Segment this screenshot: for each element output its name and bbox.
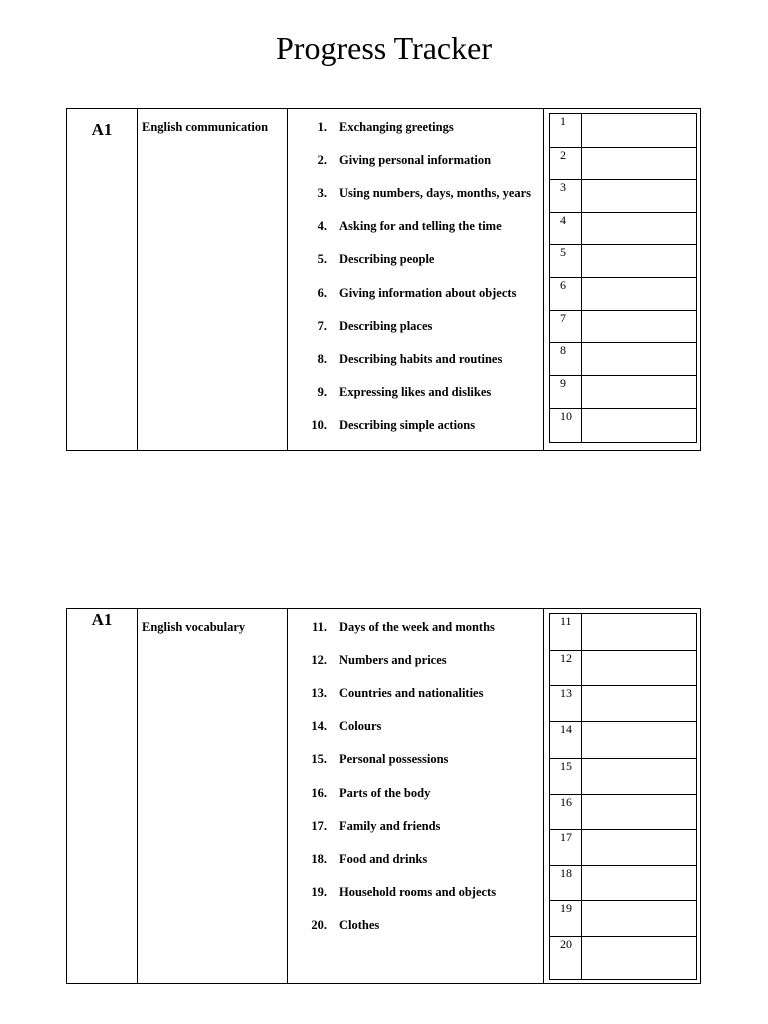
- tracker-row: [550, 408, 696, 442]
- row-number: 5: [550, 245, 582, 277]
- check-box[interactable]: [582, 759, 696, 794]
- row-number: 15: [550, 759, 582, 794]
- row-number: 16: [550, 795, 582, 829]
- level-label: A1: [91, 610, 113, 629]
- tracker-row: [550, 865, 696, 900]
- row-number: 14: [550, 722, 582, 758]
- row-number: 6: [550, 278, 582, 310]
- items-column: [288, 109, 544, 450]
- row-number: 3: [550, 180, 582, 212]
- row-number: 7: [550, 311, 582, 342]
- row-number: 1: [550, 114, 582, 147]
- list-item: [288, 153, 543, 173]
- item-number: 6.: [317, 285, 327, 300]
- checkbox-grid: [549, 113, 697, 443]
- check-box[interactable]: [582, 651, 696, 685]
- item-number: 2.: [317, 153, 327, 168]
- item-text: Colours: [339, 719, 382, 734]
- topic-column: [138, 609, 288, 983]
- tracker-row: [550, 900, 696, 936]
- item-number: 20.: [311, 917, 327, 932]
- item-number: 10.: [311, 417, 327, 432]
- tracker-row: [550, 277, 696, 310]
- check-box[interactable]: [582, 213, 696, 244]
- list-item: [288, 918, 543, 938]
- item-number: 7.: [317, 318, 327, 333]
- list-item: [288, 885, 543, 905]
- check-box[interactable]: [582, 901, 696, 936]
- item-number: 9.: [317, 384, 327, 399]
- list-item: [288, 786, 543, 806]
- check-box[interactable]: [582, 614, 696, 650]
- item-text: Family and friends: [339, 818, 441, 833]
- topic-label: English vocabulary: [142, 620, 246, 634]
- tracker-row: [550, 114, 696, 147]
- tracker-row: [550, 650, 696, 685]
- tracker-row: [550, 310, 696, 342]
- tracker-row: [550, 375, 696, 408]
- tracker-row: [550, 794, 696, 829]
- item-text: Countries and nationalities: [339, 686, 484, 701]
- items-column: [288, 609, 544, 983]
- item-text: Asking for and telling the time: [339, 219, 502, 234]
- row-number: 9: [550, 376, 582, 408]
- row-number: 2: [550, 148, 582, 179]
- item-text: Clothes: [339, 917, 380, 932]
- check-box[interactable]: [582, 245, 696, 277]
- item-number: 8.: [317, 351, 327, 366]
- tracker-row: [550, 758, 696, 794]
- tracker-row: [550, 829, 696, 865]
- item-number: 13.: [311, 686, 327, 701]
- level-column: [67, 609, 138, 983]
- tracker-row: [550, 212, 696, 244]
- list-item: [288, 686, 543, 706]
- list-item: [288, 286, 543, 306]
- row-number: 20: [550, 937, 582, 979]
- item-number: 18.: [311, 851, 327, 866]
- list-item: [288, 418, 543, 438]
- tracker-row: [550, 179, 696, 212]
- item-number: 16.: [311, 785, 327, 800]
- item-text: Expressing likes and dislikes: [339, 384, 492, 399]
- list-item: [288, 819, 543, 839]
- list-item: [288, 620, 543, 640]
- check-box[interactable]: [582, 180, 696, 212]
- row-number: 19: [550, 901, 582, 936]
- tracker-row: [550, 721, 696, 758]
- list-item: [288, 752, 543, 772]
- item-number: 12.: [311, 653, 327, 668]
- item-text: Days of the week and months: [339, 620, 495, 634]
- check-box[interactable]: [582, 148, 696, 179]
- tracker-row: [550, 147, 696, 179]
- item-text: Giving personal information: [339, 153, 492, 168]
- item-number: 4.: [317, 219, 327, 234]
- list-item: [288, 385, 543, 405]
- row-number: 17: [550, 830, 582, 865]
- row-number: 18: [550, 866, 582, 900]
- item-text: Describing habits and routines: [339, 351, 503, 366]
- check-box[interactable]: [582, 795, 696, 829]
- item-number: 15.: [311, 752, 327, 767]
- check-box[interactable]: [582, 686, 696, 721]
- checkbox-grid: [549, 613, 697, 980]
- tracker-row: [550, 342, 696, 375]
- topic-column: [138, 109, 288, 450]
- level-column: [67, 109, 138, 450]
- tracker-table-vocabulary: [66, 608, 701, 984]
- item-text: Describing people: [339, 252, 435, 267]
- topic-label: English communication: [142, 120, 269, 134]
- item-number: 3.: [317, 186, 327, 201]
- item-text: Describing simple actions: [339, 417, 476, 432]
- list-item: [288, 719, 543, 739]
- list-item: [288, 219, 543, 239]
- item-text: Household rooms and objects: [339, 884, 497, 899]
- list-item: [288, 252, 543, 272]
- list-item: [288, 352, 543, 372]
- tracker-row: [550, 614, 696, 650]
- item-number: 19.: [311, 884, 327, 899]
- list-item: [288, 120, 543, 140]
- row-number: 4: [550, 213, 582, 244]
- page-title: Progress Tracker: [276, 30, 492, 66]
- item-text: Personal possessions: [339, 752, 449, 767]
- item-number: 14.: [311, 719, 327, 734]
- tracker-row: [550, 936, 696, 979]
- list-item: [288, 319, 543, 339]
- item-text: Describing places: [339, 318, 433, 333]
- check-box[interactable]: [582, 409, 696, 442]
- checkbox-column: [544, 609, 700, 983]
- list-item: [288, 653, 543, 673]
- item-text: Food and drinks: [339, 851, 428, 866]
- row-number: 10: [550, 409, 582, 442]
- level-label: A1: [91, 120, 113, 139]
- item-text: Exchanging greetings: [339, 120, 454, 134]
- tracker-table-communication: [66, 108, 701, 451]
- checkbox-column: [544, 109, 700, 450]
- item-text: Using numbers, days, months, years: [339, 186, 532, 201]
- item-text: Parts of the body: [339, 785, 431, 800]
- item-text: Numbers and prices: [339, 653, 447, 668]
- item-number: 11.: [312, 620, 327, 634]
- tracker-row: [550, 244, 696, 277]
- check-box[interactable]: [582, 376, 696, 408]
- row-number: 13: [550, 686, 582, 721]
- list-item: [288, 186, 543, 206]
- item-number: 17.: [311, 818, 327, 833]
- item-text: Giving information about objects: [339, 285, 517, 300]
- check-box[interactable]: [582, 722, 696, 758]
- tracker-row: [550, 685, 696, 721]
- row-number: 11: [550, 614, 582, 650]
- check-box[interactable]: [582, 830, 696, 865]
- list-item: [288, 852, 543, 872]
- check-box[interactable]: [582, 343, 696, 375]
- check-box[interactable]: [582, 114, 696, 147]
- check-box[interactable]: [582, 278, 696, 310]
- check-box[interactable]: [582, 311, 696, 342]
- item-number: 1.: [317, 120, 327, 134]
- item-number: 5.: [317, 252, 327, 267]
- check-box[interactable]: [582, 937, 696, 979]
- row-number: 8: [550, 343, 582, 375]
- row-number: 12: [550, 651, 582, 685]
- check-box[interactable]: [582, 866, 696, 900]
